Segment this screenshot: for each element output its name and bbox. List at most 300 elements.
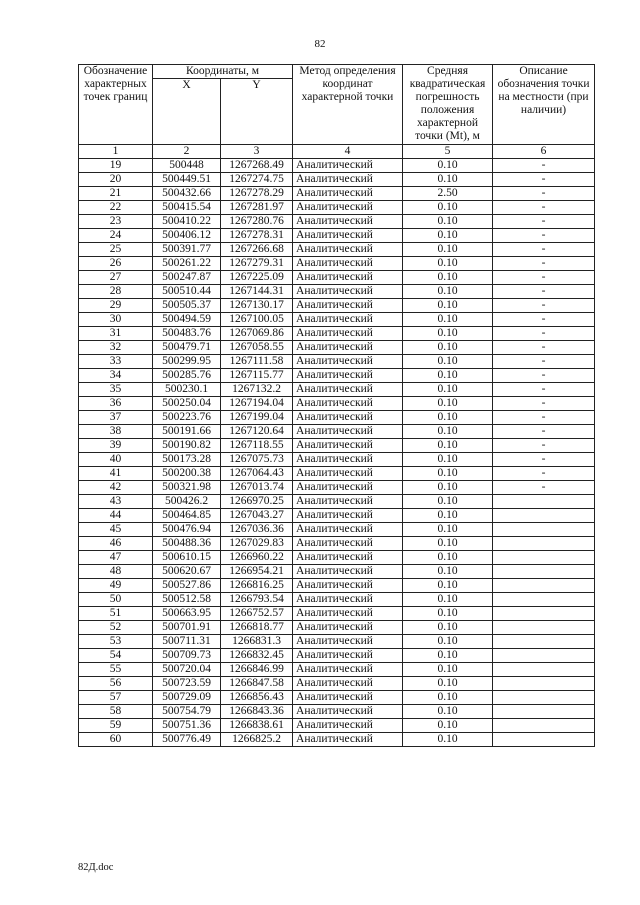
method-cell: Аналитический (293, 579, 403, 593)
point-number-cell: 22 (79, 201, 153, 215)
table-row (79, 313, 595, 327)
x-coordinate-cell: 500512.58 (153, 593, 221, 607)
table-row (79, 341, 595, 355)
table-row (79, 411, 595, 425)
error-cell: 0.10 (403, 327, 493, 341)
x-coordinate-cell: 500488.36 (153, 537, 221, 551)
description-cell: - (493, 229, 595, 243)
footer-filename: 82Д.doc (78, 862, 114, 873)
x-coordinate-cell: 500191.66 (153, 425, 221, 439)
point-number-cell: 44 (79, 509, 153, 523)
method-cell: Аналитический (293, 565, 403, 579)
table-row (79, 719, 595, 733)
y-coordinate-cell: 1266856.43 (221, 691, 293, 705)
y-coordinate-cell: 1267278.29 (221, 187, 293, 201)
error-cell: 0.10 (403, 649, 493, 663)
table-row (79, 397, 595, 411)
method-cell: Аналитический (293, 229, 403, 243)
table-row (79, 649, 595, 663)
point-number-cell: 41 (79, 467, 153, 481)
description-cell: - (493, 327, 595, 341)
method-cell: Аналитический (293, 649, 403, 663)
error-cell: 0.10 (403, 607, 493, 621)
y-coordinate-cell: 1267194.04 (221, 397, 293, 411)
header-x: X (153, 79, 221, 145)
table-row (79, 733, 595, 747)
point-number-cell: 47 (79, 551, 153, 565)
table-row (79, 299, 595, 313)
point-number-cell: 27 (79, 271, 153, 285)
point-number-cell: 24 (79, 229, 153, 243)
y-coordinate-cell: 1266970.25 (221, 495, 293, 509)
error-cell: 0.10 (403, 243, 493, 257)
y-coordinate-cell: 1266960.22 (221, 551, 293, 565)
x-coordinate-cell: 500701.91 (153, 621, 221, 635)
method-cell: Аналитический (293, 355, 403, 369)
point-number-cell: 21 (79, 187, 153, 201)
column-number: 3 (221, 145, 293, 159)
page-number: 82 (314, 38, 326, 50)
point-number-cell: 26 (79, 257, 153, 271)
error-cell: 0.10 (403, 509, 493, 523)
x-coordinate-cell: 500751.36 (153, 719, 221, 733)
table-row (79, 523, 595, 537)
table-row (79, 229, 595, 243)
point-number-cell: 53 (79, 635, 153, 649)
coordinates-table (78, 64, 595, 747)
y-coordinate-cell: 1266838.61 (221, 719, 293, 733)
y-coordinate-cell: 1267058.55 (221, 341, 293, 355)
x-coordinate-cell: 500527.86 (153, 579, 221, 593)
table-row (79, 593, 595, 607)
x-coordinate-cell: 500711.31 (153, 635, 221, 649)
error-cell: 0.10 (403, 579, 493, 593)
description-cell (493, 677, 595, 691)
description-cell (493, 523, 595, 537)
error-cell: 0.10 (403, 593, 493, 607)
table-row (79, 453, 595, 467)
point-number-cell: 49 (79, 579, 153, 593)
point-number-cell: 45 (79, 523, 153, 537)
error-cell: 0.10 (403, 425, 493, 439)
y-coordinate-cell: 1266752.57 (221, 607, 293, 621)
x-coordinate-cell: 500464.85 (153, 509, 221, 523)
table-row (79, 173, 595, 187)
method-cell: Аналитический (293, 243, 403, 257)
method-cell: Аналитический (293, 215, 403, 229)
table-row (79, 467, 595, 481)
error-cell: 0.10 (403, 481, 493, 495)
x-coordinate-cell: 500483.76 (153, 327, 221, 341)
x-coordinate-cell: 500776.49 (153, 733, 221, 747)
y-coordinate-cell: 1267111.58 (221, 355, 293, 369)
header-y: Y (221, 79, 293, 145)
y-coordinate-cell: 1267069.86 (221, 327, 293, 341)
table-row (79, 677, 595, 691)
table-row (79, 271, 595, 285)
description-cell (493, 579, 595, 593)
column-number: 5 (403, 145, 493, 159)
error-cell: 0.10 (403, 397, 493, 411)
y-coordinate-cell: 1267043.27 (221, 509, 293, 523)
x-coordinate-cell: 500479.71 (153, 341, 221, 355)
point-number-cell: 39 (79, 439, 153, 453)
method-cell: Аналитический (293, 439, 403, 453)
description-cell (493, 719, 595, 733)
method-cell: Аналитический (293, 341, 403, 355)
table-row (79, 201, 595, 215)
y-coordinate-cell: 1267064.43 (221, 467, 293, 481)
column-number: 2 (153, 145, 221, 159)
point-number-cell: 42 (79, 481, 153, 495)
description-cell (493, 635, 595, 649)
method-cell: Аналитический (293, 453, 403, 467)
error-cell: 0.10 (403, 523, 493, 537)
method-cell: Аналитический (293, 495, 403, 509)
error-cell: 0.10 (403, 159, 493, 173)
header-method: Метод определения координат характерной точки (293, 65, 403, 145)
y-coordinate-cell: 1266843.36 (221, 705, 293, 719)
table-row (79, 691, 595, 705)
description-cell: - (493, 383, 595, 397)
method-cell: Аналитический (293, 369, 403, 383)
description-cell: - (493, 271, 595, 285)
description-cell: - (493, 481, 595, 495)
point-number-cell: 38 (79, 425, 153, 439)
point-number-cell: 33 (79, 355, 153, 369)
x-coordinate-cell: 500723.59 (153, 677, 221, 691)
error-cell: 0.10 (403, 355, 493, 369)
x-coordinate-cell: 500510.44 (153, 285, 221, 299)
x-coordinate-cell: 500610.15 (153, 551, 221, 565)
x-coordinate-cell: 500200.38 (153, 467, 221, 481)
table-body (79, 145, 595, 747)
error-cell: 0.10 (403, 285, 493, 299)
y-coordinate-cell: 1266793.54 (221, 593, 293, 607)
method-cell: Аналитический (293, 733, 403, 747)
description-cell: - (493, 397, 595, 411)
description-cell: - (493, 411, 595, 425)
method-cell: Аналитический (293, 313, 403, 327)
method-cell: Аналитический (293, 523, 403, 537)
y-coordinate-cell: 1266832.45 (221, 649, 293, 663)
table-row (79, 705, 595, 719)
method-cell: Аналитический (293, 299, 403, 313)
description-cell: - (493, 467, 595, 481)
description-cell (493, 733, 595, 747)
description-cell: - (493, 439, 595, 453)
y-coordinate-cell: 1267144.31 (221, 285, 293, 299)
table-row (79, 215, 595, 229)
error-cell: 0.10 (403, 467, 493, 481)
x-coordinate-cell: 500230.1 (153, 383, 221, 397)
description-cell (493, 705, 595, 719)
error-cell: 0.10 (403, 215, 493, 229)
error-cell: 2.50 (403, 187, 493, 201)
method-cell: Аналитический (293, 285, 403, 299)
error-cell: 0.10 (403, 313, 493, 327)
description-cell: - (493, 355, 595, 369)
point-number-cell: 32 (79, 341, 153, 355)
point-number-cell: 25 (79, 243, 153, 257)
description-cell: - (493, 257, 595, 271)
table-row (79, 439, 595, 453)
y-coordinate-cell: 1267075.73 (221, 453, 293, 467)
column-number: 4 (293, 145, 403, 159)
method-cell: Аналитический (293, 621, 403, 635)
error-cell: 0.10 (403, 299, 493, 313)
error-cell: 0.10 (403, 733, 493, 747)
method-cell: Аналитический (293, 635, 403, 649)
error-cell: 0.10 (403, 383, 493, 397)
y-coordinate-cell: 1267266.68 (221, 243, 293, 257)
description-cell (493, 565, 595, 579)
point-number-cell: 23 (79, 215, 153, 229)
table-row (79, 621, 595, 635)
point-number-cell: 28 (79, 285, 153, 299)
y-coordinate-cell: 1267225.09 (221, 271, 293, 285)
description-cell (493, 551, 595, 565)
x-coordinate-cell: 500415.54 (153, 201, 221, 215)
table-row (79, 579, 595, 593)
x-coordinate-cell: 500285.76 (153, 369, 221, 383)
method-cell: Аналитический (293, 467, 403, 481)
y-coordinate-cell: 1267274.75 (221, 173, 293, 187)
error-cell: 0.10 (403, 663, 493, 677)
column-number: 6 (493, 145, 595, 159)
point-number-cell: 43 (79, 495, 153, 509)
column-numbers-row (79, 145, 595, 159)
y-coordinate-cell: 1267278.31 (221, 229, 293, 243)
x-coordinate-cell: 500709.73 (153, 649, 221, 663)
error-cell: 0.10 (403, 453, 493, 467)
table-row (79, 425, 595, 439)
point-number-cell: 48 (79, 565, 153, 579)
point-number-cell: 31 (79, 327, 153, 341)
point-number-cell: 56 (79, 677, 153, 691)
header-coordinates: Координаты, м (153, 65, 293, 79)
method-cell: Аналитический (293, 537, 403, 551)
error-cell: 0.10 (403, 257, 493, 271)
x-coordinate-cell: 500729.09 (153, 691, 221, 705)
point-number-cell: 29 (79, 299, 153, 313)
description-cell (493, 663, 595, 677)
error-cell: 0.10 (403, 705, 493, 719)
table-row (79, 355, 595, 369)
description-cell: - (493, 243, 595, 257)
description-cell (493, 509, 595, 523)
table-row (79, 551, 595, 565)
table-row (79, 495, 595, 509)
point-number-cell: 37 (79, 411, 153, 425)
error-cell: 0.10 (403, 691, 493, 705)
y-coordinate-cell: 1266818.77 (221, 621, 293, 635)
header-error: Средняя квадратическая погрешность положения характерной точки (Mt), м (403, 65, 493, 145)
table-row (79, 327, 595, 341)
y-coordinate-cell: 1267013.74 (221, 481, 293, 495)
header-description: Описание обозначения точки на местности (при наличии) (493, 65, 595, 145)
description-cell: - (493, 285, 595, 299)
y-coordinate-cell: 1266954.21 (221, 565, 293, 579)
method-cell: Аналитический (293, 173, 403, 187)
method-cell: Аналитический (293, 663, 403, 677)
error-cell: 0.10 (403, 439, 493, 453)
description-cell (493, 495, 595, 509)
description-cell: - (493, 313, 595, 327)
description-cell: - (493, 215, 595, 229)
method-cell: Аналитический (293, 607, 403, 621)
x-coordinate-cell: 500432.66 (153, 187, 221, 201)
x-coordinate-cell: 500321.98 (153, 481, 221, 495)
y-coordinate-cell: 1267279.31 (221, 257, 293, 271)
point-number-cell: 59 (79, 719, 153, 733)
error-cell: 0.10 (403, 551, 493, 565)
point-number-cell: 52 (79, 621, 153, 635)
table-row (79, 243, 595, 257)
y-coordinate-cell: 1266847.58 (221, 677, 293, 691)
y-coordinate-cell: 1267100.05 (221, 313, 293, 327)
method-cell: Аналитический (293, 201, 403, 215)
method-cell: Аналитический (293, 397, 403, 411)
x-coordinate-cell: 500261.22 (153, 257, 221, 271)
x-coordinate-cell: 500391.77 (153, 243, 221, 257)
point-number-cell: 58 (79, 705, 153, 719)
description-cell: - (493, 299, 595, 313)
description-cell: - (493, 453, 595, 467)
method-cell: Аналитический (293, 551, 403, 565)
method-cell: Аналитический (293, 719, 403, 733)
table-row (79, 285, 595, 299)
method-cell: Аналитический (293, 593, 403, 607)
x-coordinate-cell: 500173.28 (153, 453, 221, 467)
method-cell: Аналитический (293, 187, 403, 201)
point-number-cell: 35 (79, 383, 153, 397)
error-cell: 0.10 (403, 201, 493, 215)
y-coordinate-cell: 1266816.25 (221, 579, 293, 593)
description-cell (493, 621, 595, 635)
table-row (79, 537, 595, 551)
point-number-cell: 19 (79, 159, 153, 173)
table-row (79, 565, 595, 579)
x-coordinate-cell: 500223.76 (153, 411, 221, 425)
error-cell: 0.10 (403, 369, 493, 383)
x-coordinate-cell: 500720.04 (153, 663, 221, 677)
y-coordinate-cell: 1267120.64 (221, 425, 293, 439)
method-cell: Аналитический (293, 509, 403, 523)
y-coordinate-cell: 1266825.2 (221, 733, 293, 747)
error-cell: 0.10 (403, 341, 493, 355)
method-cell: Аналитический (293, 257, 403, 271)
method-cell: Аналитический (293, 425, 403, 439)
y-coordinate-cell: 1267281.97 (221, 201, 293, 215)
error-cell: 0.10 (403, 411, 493, 425)
header-designation: Обозначение характерных точек границ (79, 65, 153, 145)
y-coordinate-cell: 1267130.17 (221, 299, 293, 313)
method-cell: Аналитический (293, 159, 403, 173)
description-cell: - (493, 369, 595, 383)
table-row (79, 635, 595, 649)
x-coordinate-cell: 500754.79 (153, 705, 221, 719)
point-number-cell: 20 (79, 173, 153, 187)
x-coordinate-cell: 500449.51 (153, 173, 221, 187)
point-number-cell: 36 (79, 397, 153, 411)
description-cell: - (493, 425, 595, 439)
y-coordinate-cell: 1267115.77 (221, 369, 293, 383)
description-cell: - (493, 159, 595, 173)
point-number-cell: 30 (79, 313, 153, 327)
point-number-cell: 34 (79, 369, 153, 383)
error-cell: 0.10 (403, 173, 493, 187)
x-coordinate-cell: 500494.59 (153, 313, 221, 327)
x-coordinate-cell: 500663.95 (153, 607, 221, 621)
error-cell: 0.10 (403, 677, 493, 691)
table-row (79, 257, 595, 271)
method-cell: Аналитический (293, 481, 403, 495)
x-coordinate-cell: 500448 (153, 159, 221, 173)
method-cell: Аналитический (293, 677, 403, 691)
point-number-cell: 50 (79, 593, 153, 607)
table-row (79, 481, 595, 495)
point-number-cell: 55 (79, 663, 153, 677)
table-row (79, 663, 595, 677)
x-coordinate-cell: 500426.2 (153, 495, 221, 509)
x-coordinate-cell: 500505.37 (153, 299, 221, 313)
description-cell (493, 537, 595, 551)
description-cell (493, 607, 595, 621)
x-coordinate-cell: 500250.04 (153, 397, 221, 411)
method-cell: Аналитический (293, 705, 403, 719)
x-coordinate-cell: 500476.94 (153, 523, 221, 537)
x-coordinate-cell: 500247.87 (153, 271, 221, 285)
table-row (79, 607, 595, 621)
description-cell: - (493, 187, 595, 201)
x-coordinate-cell: 500620.67 (153, 565, 221, 579)
method-cell: Аналитический (293, 271, 403, 285)
error-cell: 0.10 (403, 635, 493, 649)
error-cell: 0.10 (403, 495, 493, 509)
y-coordinate-cell: 1267029.83 (221, 537, 293, 551)
description-cell (493, 649, 595, 663)
point-number-cell: 54 (79, 649, 153, 663)
y-coordinate-cell: 1267280.76 (221, 215, 293, 229)
method-cell: Аналитический (293, 691, 403, 705)
y-coordinate-cell: 1266846.99 (221, 663, 293, 677)
y-coordinate-cell: 1267199.04 (221, 411, 293, 425)
y-coordinate-cell: 1267036.36 (221, 523, 293, 537)
method-cell: Аналитический (293, 411, 403, 425)
description-cell (493, 691, 595, 705)
y-coordinate-cell: 1266831.3 (221, 635, 293, 649)
error-cell: 0.10 (403, 621, 493, 635)
description-cell: - (493, 341, 595, 355)
x-coordinate-cell: 500190.82 (153, 439, 221, 453)
x-coordinate-cell: 500410.22 (153, 215, 221, 229)
table-row (79, 509, 595, 523)
table-row (79, 159, 595, 173)
error-cell: 0.10 (403, 537, 493, 551)
description-cell: - (493, 201, 595, 215)
x-coordinate-cell: 500299.95 (153, 355, 221, 369)
table-row (79, 187, 595, 201)
point-number-cell: 60 (79, 733, 153, 747)
error-cell: 0.10 (403, 271, 493, 285)
x-coordinate-cell: 500406.12 (153, 229, 221, 243)
point-number-cell: 57 (79, 691, 153, 705)
y-coordinate-cell: 1267268.49 (221, 159, 293, 173)
y-coordinate-cell: 1267118.55 (221, 439, 293, 453)
description-cell: - (493, 173, 595, 187)
error-cell: 0.10 (403, 565, 493, 579)
